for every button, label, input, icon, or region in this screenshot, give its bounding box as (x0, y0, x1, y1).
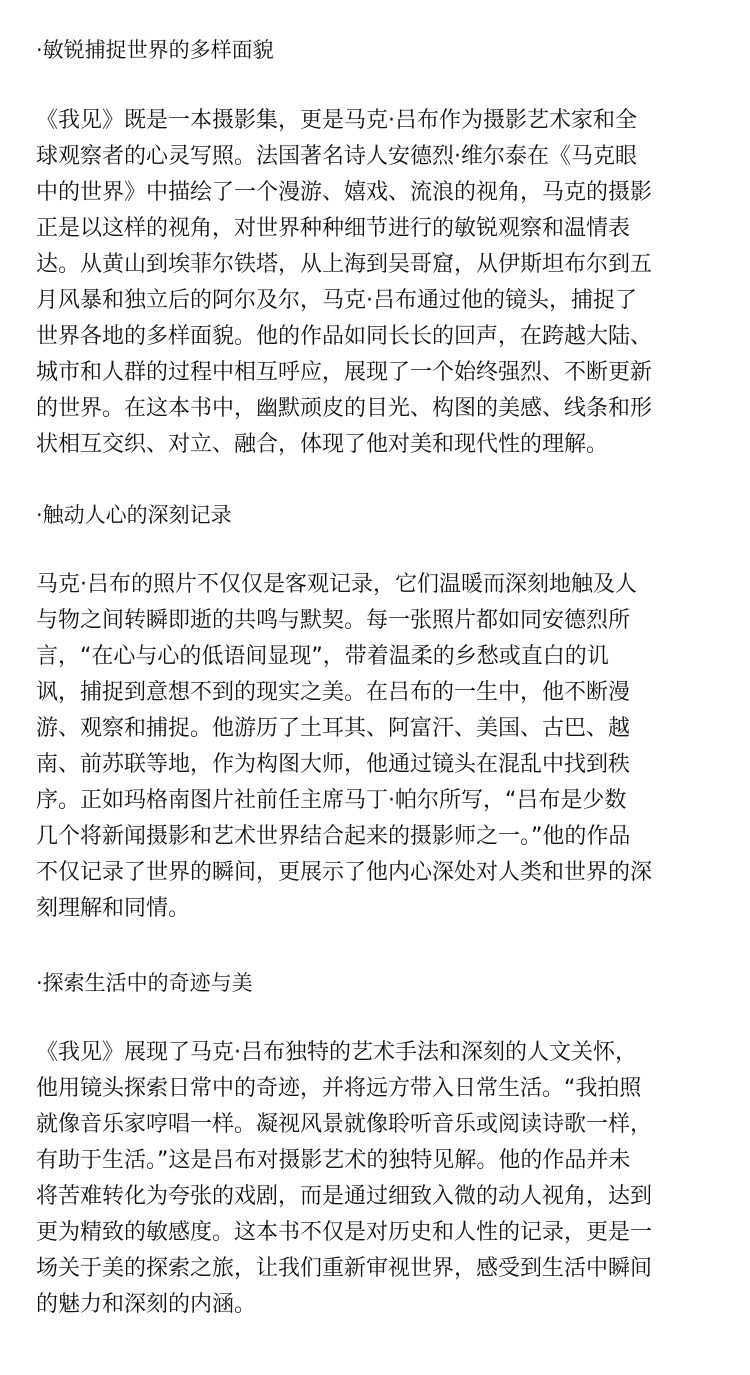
paragraph-line: 不仅记录了世界的瞬间，更展示了他内心深处对人类和世界的深 (36, 860, 653, 885)
paragraph-line: 几个将新闻摄影和艺术世界结合起来的摄影师之一。”他的作品 (36, 824, 631, 849)
section-heading-text: ·探索生活中的奇迹与美 (36, 971, 253, 995)
section-heading-text: ·触动人心的深刻记录 (36, 503, 232, 527)
paragraph-line: 月风暴和独立后的阿尔及尔，马克·吕布通过他的镜头，捕捉了 (36, 288, 637, 313)
section-heading-text: ·敏锐捕捉世界的多样面貌 (36, 38, 274, 62)
paragraph-line: 序。正如玛格南图片社前任主席马丁·帕尔所写，“吕布是少数 (36, 788, 627, 813)
paragraph-line: 世界各地的多样面貌。他的作品如同长长的回声，在跨越大陆、 (36, 324, 653, 349)
section-paragraph (36, 1035, 716, 1323)
paragraph-line: 言，“在心与心的低语间显现”，带着温柔的乡愁或直白的讥 (36, 644, 609, 669)
paragraph-line: 场关于美的探索之旅，让我们重新审视世界，感受到生活中瞬间 (36, 1256, 653, 1281)
paragraph-line: 正是以这样的视角，对世界种种细节进行的敏锐观察和温情表 (36, 216, 631, 241)
section-heading (36, 965, 716, 1001)
paragraph-line: 讽，捕捉到意想不到的现实之美。在吕布的一生中，他不断漫 (36, 680, 631, 705)
section-paragraph (36, 567, 716, 927)
section-heading (36, 497, 716, 533)
paragraph-line: 球观察者的心灵写照。法国著名诗人安德烈·维尔泰在《马克眼 (36, 144, 637, 169)
paragraph-line: 中的世界》中描绘了一个漫游、嬉戏、流浪的视角，马克的摄影 (36, 180, 653, 205)
paragraph-line: 城市和人群的过程中相互呼应，展现了一个始终强烈、不断更新 (36, 360, 653, 385)
paragraph-line: 更为精致的敏感度。这本书不仅是对历史和人性的记录，更是一 (36, 1220, 653, 1245)
paragraph-line: 的魅力和深刻的内涵。 (36, 1292, 257, 1317)
paragraph-line: 将苦难转化为夸张的戏剧，而是通过细致入微的动人视角，达到 (36, 1184, 653, 1209)
paragraph-line: 状相互交织、对立、融合，体现了他对美和现代性的理解。 (36, 432, 609, 457)
paragraph-line: 马克·吕布的照片不仅仅是客观记录，它们温暖而深刻地触及人 (36, 572, 637, 597)
paragraph-line: 《我见》展现了马克·吕布独特的艺术手法和深刻的人文关怀， (36, 1040, 637, 1065)
section-paragraph (36, 103, 716, 463)
paragraph-line: 有助于生活。”这是吕布对摄影艺术的独特见解。他的作品并未 (36, 1148, 631, 1173)
paragraph-line: 达。从黄山到埃菲尔铁塔，从上海到吴哥窟，从伊斯坦布尔到五 (36, 252, 653, 277)
paragraph-line: 的世界。在这本书中，幽默顽皮的目光、构图的美感、线条和形 (36, 396, 653, 421)
paragraph-line: 就像音乐家哼唱一样。凝视风景就像聆听音乐或阅读诗歌一样， (36, 1112, 653, 1137)
paragraph-line: 他用镜头探索日常中的奇迹，并将远方带入日常生活。“我拍照 (36, 1076, 642, 1101)
paragraph-line: 《我见》既是一本摄影集，更是马克·吕布作为摄影艺术家和全 (36, 108, 637, 133)
paragraph-line: 游、观察和捕捉。他游历了土耳其、阿富汗、美国、古巴、越 (36, 716, 631, 741)
section-heading (36, 32, 716, 68)
paragraph-line: 刻理解和同情。 (36, 896, 191, 921)
paragraph-line: 与物之间转瞬即逝的共鸣与默契。每一张照片都如同安德烈所 (36, 608, 631, 633)
paragraph-line: 南、前苏联等地，作为构图大师，他通过镜头在混乱中找到秩 (36, 752, 631, 777)
